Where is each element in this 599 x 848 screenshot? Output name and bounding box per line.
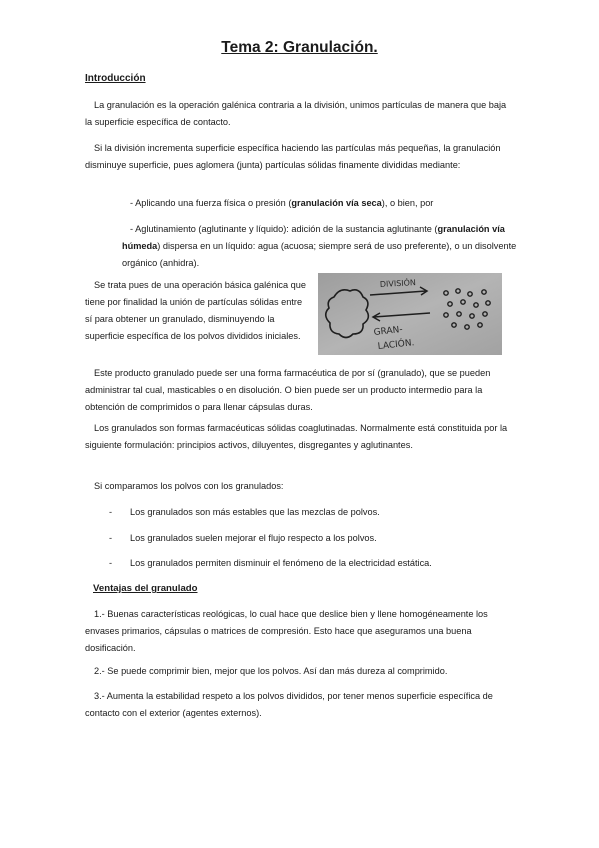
label-division: DIVISIÓN bbox=[379, 278, 417, 289]
label-granulacion-2: LACIÓN. bbox=[377, 338, 415, 352]
method-text: ), o bien, por bbox=[381, 198, 434, 208]
paragraph-comparacion bbox=[85, 478, 515, 495]
paragraph-text: 3.- Aumenta la estabilidad respeto a los polvos divididos, por tener menos superficie específica de contacto con el exterior (agentes externos). bbox=[85, 691, 493, 718]
ventaja-3 bbox=[85, 688, 515, 722]
method-text: - Aplicando una fuerza física o presión ( bbox=[130, 198, 292, 208]
paragraph-intro-1 bbox=[85, 97, 515, 131]
paragraph-operation bbox=[85, 277, 307, 345]
ventaja-1 bbox=[85, 606, 515, 657]
method-text: ) dispersa en un líquido: agua (acuosa; siempre será de uso preferente), o un disolvente orgánico (anhidra). bbox=[122, 241, 517, 268]
granulation-sketch bbox=[318, 273, 502, 355]
method-item-dry bbox=[130, 195, 520, 212]
paragraph-text: Este producto granulado puede ser una forma farmacéutica de por sí (granulado), que se pueden administrar tal cual, masticables o en disolución. O bien puede ser un producto intermedio para la obtención de comprimidos o para llenar cápsulas duras. bbox=[85, 368, 491, 412]
list-dash: - bbox=[109, 558, 113, 568]
list-item-text: Los granulados suelen mejorar el flujo respecto a los polvos. bbox=[130, 532, 377, 543]
granulation-photo bbox=[318, 273, 502, 355]
list-dash: - bbox=[109, 532, 113, 543]
section-heading-ventajas: Ventajas del granulado bbox=[93, 583, 198, 594]
method-term-bold: granulación vía seca bbox=[291, 198, 382, 208]
method-item-wet bbox=[122, 221, 517, 272]
list-item-text: Los granulados son más estables que las mezclas de polvos. bbox=[130, 507, 380, 517]
section-heading-introduccion: Introducción bbox=[85, 73, 146, 84]
paragraph-granulados bbox=[85, 420, 515, 454]
paragraph-text: 1.- Buenas características reológicas, lo cual hace que deslice bien y llene homogéneamente los envases primarios, cápsulas o matrices de compresión. Esto hace que aseguramos una buena dosificación. bbox=[85, 609, 488, 653]
list-item-text: Los granulados permiten disminuir el fenómeno de la electricidad estática. bbox=[130, 558, 432, 568]
comparison-list bbox=[109, 504, 529, 581]
method-term-bold: granulación vía húmeda bbox=[122, 224, 505, 251]
paragraph-text: La granulación es la operación galénica contraria a la división, unimos partículas de manera que baja la superficie específica de contacto. bbox=[85, 100, 507, 127]
method-text: - Aglutinamiento (aglutinante y líquido): adición de la sustancia aglutinante ( bbox=[130, 224, 438, 234]
document-title: Tema 2: Granulación. bbox=[221, 39, 378, 56]
paragraph-text: Los granulados son formas farmacéuticas sólidas coaglutinadas. Normalmente está constituida por la siguiente formulación: principios activos, diluyentes, disgregantes y aglutinantes. bbox=[85, 423, 508, 450]
ventaja-2 bbox=[85, 663, 515, 680]
list-dash: - bbox=[109, 507, 113, 517]
paragraph-text: Si la división incrementa superficie específica haciendo las partículas más pequeñas, la granulación disminuye superficie, pues aglomera (junta) partículas sólidas finamente divididas mediante: bbox=[85, 143, 501, 170]
list-item bbox=[109, 530, 529, 556]
list-item bbox=[109, 504, 529, 530]
paragraph-text: Se trata pues de una operación básica galénica que tiene por finalidad la unión de partículas sólidas entre sí para obtener un granulado, disminuyendo la superficie específica de los polvos divididos iniciales. bbox=[85, 280, 306, 341]
paragraph-intro-2 bbox=[85, 140, 515, 174]
list-item bbox=[109, 555, 529, 581]
paragraph-producto bbox=[85, 365, 515, 416]
label-granulacion-1: GRAN- bbox=[373, 325, 404, 338]
paragraph-text: Si comparamos los polvos con los granulados: bbox=[94, 481, 284, 491]
paragraph-text: 2.- Se puede comprimir bien, mejor que los polvos. Así dan más dureza al comprimido. bbox=[94, 666, 448, 676]
